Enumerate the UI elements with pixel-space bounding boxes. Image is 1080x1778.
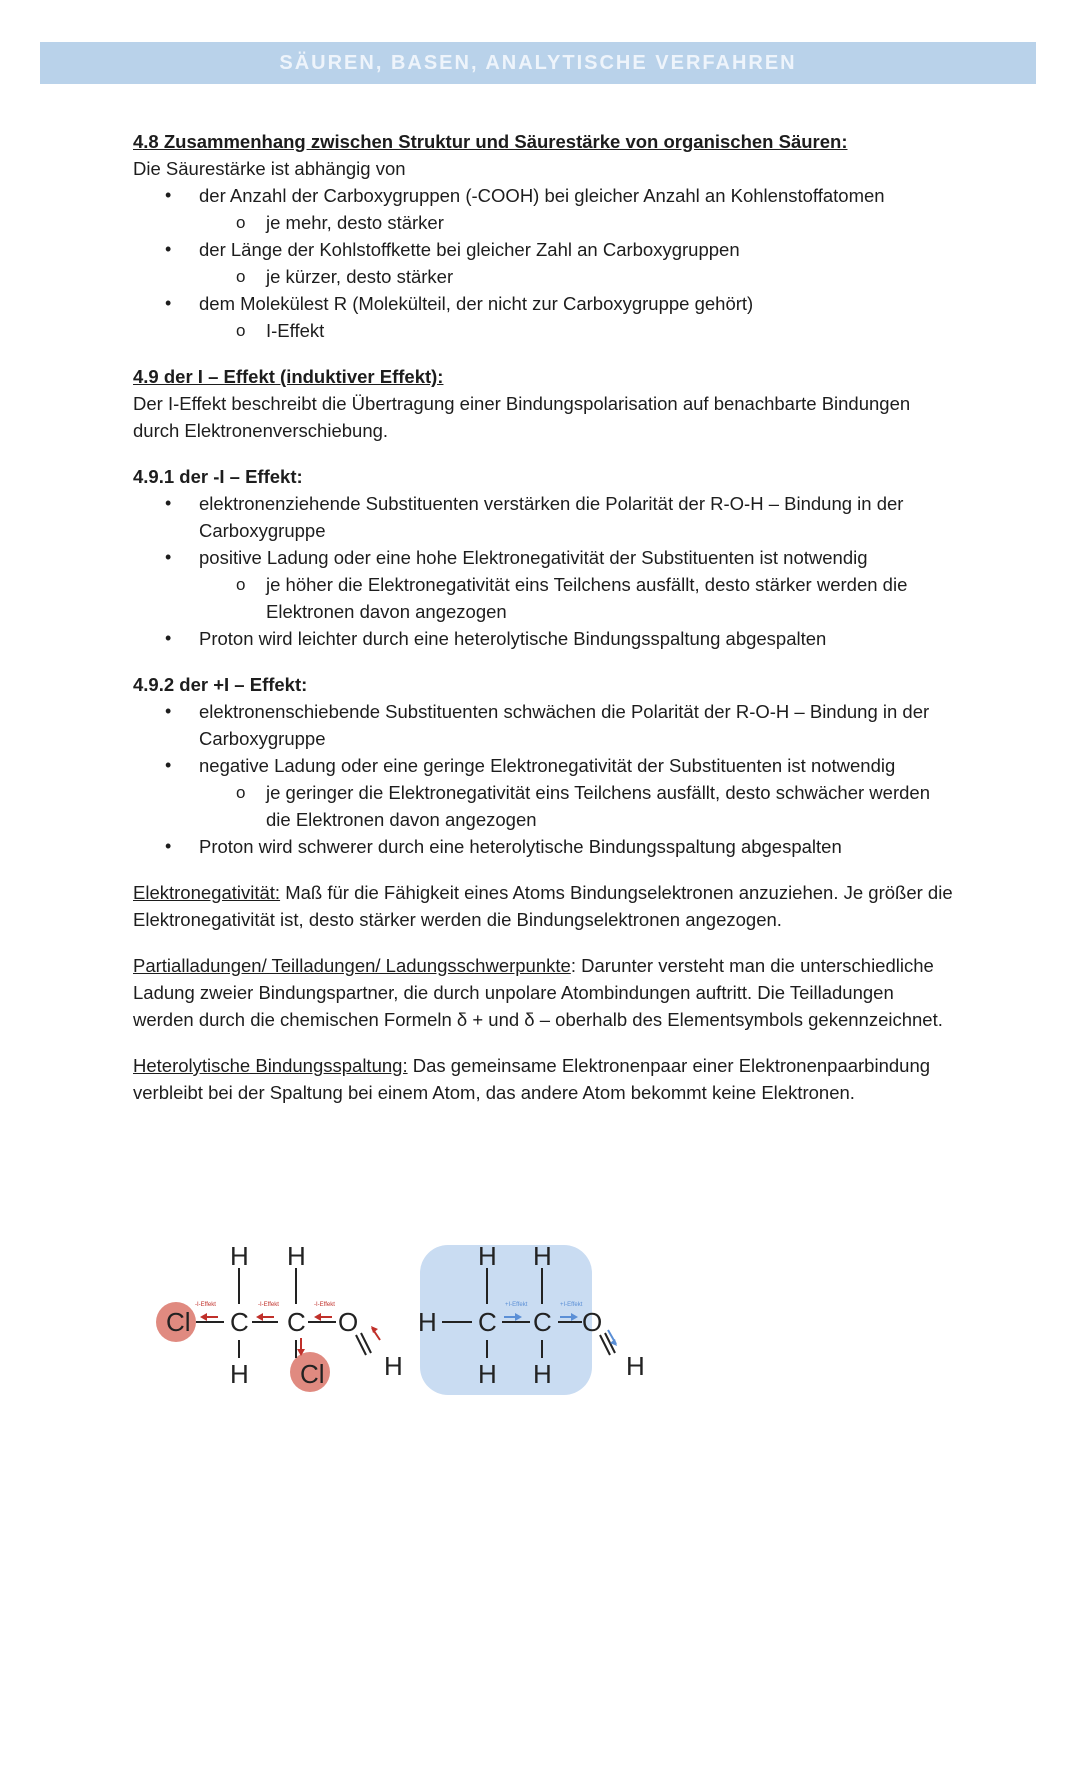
sub-item: o je mehr, desto stärker [199,209,953,236]
atom-label: H [478,1359,497,1389]
atom-label: O [338,1307,359,1337]
term-electronegativity: Elektronegativität: [133,882,281,903]
list-item: • der Anzahl der Carboxygruppen (-COOH) bei gleicher Anzahl an Kohlenstoffatomen o je mehr, desto stärker [133,182,953,236]
atom-label: H [287,1241,306,1271]
list-item: • der Länge der Kohlstoffkette bei gleicher Zahl an Carboxygruppen o je kürzer, desto stärker [133,236,953,290]
heading-4-9: 4.9 der I – Effekt (induktiver Effekt): [133,366,444,387]
list-4-8 [133,182,953,344]
atom-label: C [230,1307,249,1337]
sub-item: o je geringer die Elektronegativität eins Teilchens ausfällt, desto schwächer werden die Elektronen davon angezogen [199,779,953,833]
effect-label: +I-Effekt [505,1302,528,1308]
term-partial-charges: Partialladungen/ Teilladungen/ Ladungsschwerpunkte [133,955,571,976]
effect-label: -I-Effekt [258,1302,279,1308]
atom-label: H [533,1241,552,1271]
section-4-8 [133,128,953,344]
atom-label: C [533,1307,552,1337]
atom-label: Cl [166,1307,191,1337]
effect-label: +I-Effekt [560,1302,583,1308]
atom-label: H [418,1307,437,1337]
effect-label: -I-Effekt [314,1302,335,1308]
list-4-9-1 [133,490,953,652]
section-4-9 [133,363,953,444]
sub-item: o je höher die Elektronegativität eins Teilchens ausfällt, desto stärker werden die Elektronen davon angezogen [199,571,953,625]
list-item: • Proton wird schwerer durch eine heterolytische Bindungsspaltung abgespalten [133,833,953,860]
atom-label: C [478,1307,497,1337]
heading-4-9-1: 4.9.1 der -I – Effekt: [133,466,303,487]
effect-label: -I-Effekt [195,1302,216,1308]
list-item: • positive Ladung oder eine hohe Elektronegativität der Substituenten ist notwendig o je höher die Elektronegativität eins Teilchens ausfällt, desto stärker werden die Elektronen davon angezogen [133,544,953,625]
definition-electronegativity: Elektronegativität: Maß für die Fähigkeit eines Atoms Bindungselektronen anzuziehen. Je größer die Elektronegativität ist, desto stärker werden die Bindungselektronen angezogen. [133,882,953,930]
sub-item: o I-Effekt [199,317,953,344]
atom-label: Cl [300,1359,325,1389]
structural-formula-figure [150,1240,670,1410]
paragraph-4-9: Der I-Effekt beschreibt die Übertragung einer Bindungspolarisation auf benachbarte Bindungen durch Elektronenverschiebung. [133,393,911,441]
heading-4-8: 4.8 Zusammenhang zwischen Struktur und Säurestärke von organischen Säuren: [133,131,848,152]
definition-partial-charges: Partialladungen/ Teilladungen/ Ladungsschwerpunkte: Darunter versteht man die unterschiedliche Ladung zweier Bindungspartner, die durch unpolare Atombindungen auftritt. Die Teilladungen werden durch die chemischen Formeln δ + und δ – oberhalb des Elementsymbols gekennzeichnet. [133,955,943,1030]
list-item: • negative Ladung oder eine geringe Elektronegativität der Substituenten ist notwendig o je geringer die Elektronegativität eins Teilchens ausfällt, desto schwächer werden die Elektronen davon angezogen [133,752,953,833]
section-4-9-1 [133,463,953,652]
intro-4-8: Die Säurestärke ist abhängig von [133,158,406,179]
atom-label: H [384,1351,403,1381]
atom-label: H [626,1351,645,1381]
list-item: • elektronenziehende Substituenten verstärken die Polarität der R-O-H – Bindung in der Carboxygruppe [133,490,953,544]
atom-label: C [287,1307,306,1337]
page-content [133,128,953,1106]
atom-label: H [230,1241,249,1271]
list-4-9-2 [133,698,953,860]
atom-label: H [533,1359,552,1389]
atom-label: O [582,1307,603,1337]
list-item: • Proton wird leichter durch eine heterolytische Bindungsspaltung abgespalten [133,625,953,652]
blue-highlight [420,1245,592,1395]
sub-item: o je kürzer, desto stärker [199,263,953,290]
list-item: • dem Molekülest R (Molekülteil, der nicht zur Carboxygruppe gehört) o I-Effekt [133,290,953,344]
definition-heterolytic-cleavage: Heterolytische Bindungsspaltung: Das gemeinsame Elektronenpaar einer Elektronenpaarbindung verbleibt bei der Spaltung bei einem Atom, das andere Atom bekommt keine Elektronen. [133,1055,931,1103]
atom-label: H [478,1241,497,1271]
list-item: • elektronenschiebende Substituenten schwächen die Polarität der R-O-H – Bindung in der Carboxygruppe [133,698,953,752]
atom-label: H [230,1359,249,1389]
term-heterolytic-cleavage: Heterolytische Bindungsspaltung: [133,1055,408,1076]
header-banner: SÄUREN, BASEN, ANALYTISCHE VERFAHREN [40,42,1036,84]
heading-4-9-2: 4.9.2 der +I – Effekt: [133,674,308,695]
section-4-9-2 [133,671,953,860]
